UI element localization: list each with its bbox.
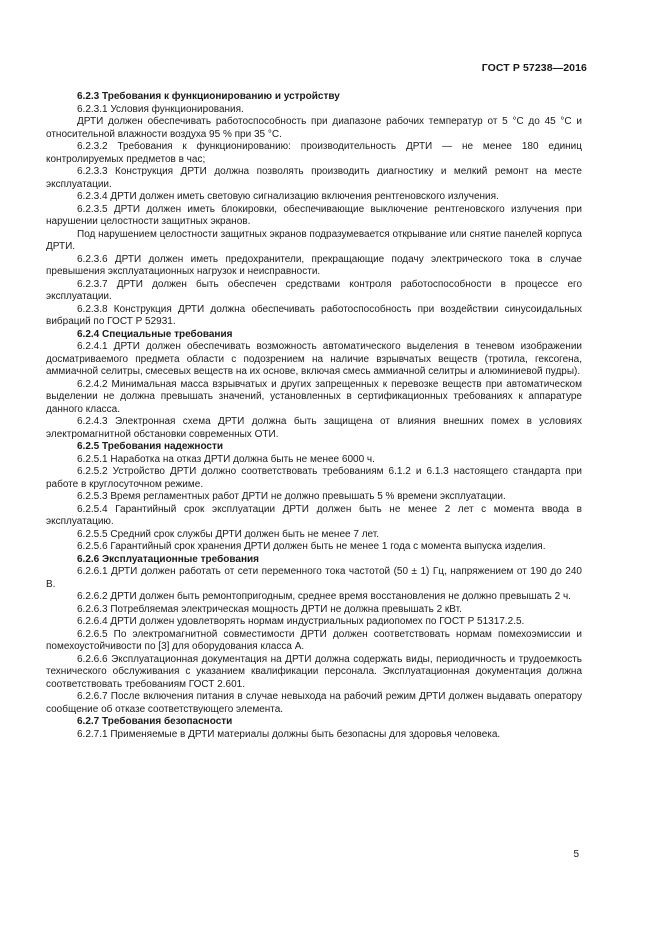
paragraph: 6.2.6.6 Эксплуатационная документация на ДРТИ должна содержать виды, периодичность и трудоемкость технического обслуживания с указанием квалификации персонала. Эксплуатационная документация должна соответствовать требованиям ГОСТ 2.601. [46,653,582,690]
paragraph: ДРТИ должен обеспечивать работоспособность при диапазоне рабочих температур от 5 °С до 45 °С и относительной влажности воздуха 95 % при 35 °С. [46,116,582,140]
paragraph: 6.2.5.1 Наработка на отказ ДРТИ должна быть не менее 6000 ч. [77,453,375,465]
paragraph: 6.2.6.2 ДРТИ должен быть ремонтопригодным, среднее время восстановления не должно превышать 2 ч. [77,591,571,602]
paragraph: 6.2.3.8 Конструкция ДРТИ должна обеспечивать работоспособность при воздействии синусоидальных вибраций по ГОСТ Р 52931. [46,303,582,327]
paragraph: 6.2.5.3 Время регламентных работ ДРТИ не должно превышать 5 % времени эксплуатации. [77,491,506,502]
paragraph: 6.2.5.6 Гарантийный срок хранения ДРТИ должен быть не менее 1 года с момента выпуска изделия. [77,541,546,552]
paragraph: 6.2.5.4 Гарантийный срок эксплуатации ДРТИ должен быть не менее 2 лет с момента ввода в эксплуатацию. [46,503,582,527]
paragraph: 6.2.3.5 ДРТИ должен иметь блокировки, обеспечивающие выключение рентгеновского излучения при нарушении целостности защитных экранов. [46,203,582,227]
paragraph: 6.2.5.5 Средний срок службы ДРТИ должен быть не менее 7 лет. [77,528,380,540]
section-heading: 6.2.4 Специальные требования [77,328,233,340]
paragraph: 6.2.3.2 Требования к функционированию: производительность ДРТИ — не менее 180 единиц контролируемых предметов в час; [46,141,582,165]
section-heading: 6.2.6 Эксплуатационные требования [77,553,259,565]
page-number: 5 [573,849,579,860]
paragraph: 6.2.6.7 После включения питания в случае невыхода на рабочий режим ДРТИ должен выдавать оператору сообщение об отказе соответствующего элемента. [46,691,582,715]
paragraph: 6.2.3.6 ДРТИ должен иметь предохранители, прекращающие подачу электрического тока в случае превышения эксплуатационных нагрузок и неисправности. [46,253,582,277]
paragraph: 6.2.3.1 Условия функционирования. [77,103,244,115]
document-body [46,91,582,741]
paragraph: 6.2.4.1 ДРТИ должен обеспечивать возможность автоматического выделения в теневом изображении досматриваемого предмета области с подозрением на наличие взрывчатых веществ (тротила, гексогена, аммиачной селитры, смесевых веществ на их основе, включая смесь аммиачной селитры и алюминиевой пудры). [46,341,582,377]
paragraph: 6.2.3.4 ДРТИ должен иметь световую сигнализацию включения рентгеновского излучения. [77,191,499,202]
paragraph: 6.2.5.2 Устройство ДРТИ должно соответствовать требованиям 6.1.2 и 6.1.3 настоящего стандарта при работе в круглосуточном режиме. [46,466,582,490]
section-heading: 6.2.7 Требования безопасности [77,716,233,727]
paragraph: 6.2.4.2 Минимальная масса взрывчатых и других запрещенных к перевозке веществ при автоматическом выделении не должна превышать значений, установленных в сертификационных требованиях к аппаратуре данного класса. [46,378,582,415]
paragraph: 6.2.3.3 Конструкция ДРТИ должна позволять производить диагностику и мелкий ремонт на месте эксплуатации. [46,166,582,190]
paragraph: 6.2.6.5 По электромагнитной совместимости ДРТИ должен соответствовать нормам помехоэмиссии и помехоустойчивости по [3] для оборудования класса А. [46,628,582,652]
paragraph: 6.2.3.7 ДРТИ должен быть обеспечен средствами контроля работоспособности в процессе его эксплуатации. [46,278,582,302]
paragraph: 6.2.6.4 ДРТИ должен удовлетворять нормам индустриальных радиопомех по ГОСТ Р 51317.2.5. [77,616,525,627]
paragraph: 6.2.6.1 ДРТИ должен работать от сети переменного тока частотой (50 ± 1) Гц, напряжением от 190 до 240 В. [46,566,582,590]
section-heading: 6.2.5 Требования надежности [77,441,224,452]
paragraph: Под нарушением целостности защитных экранов подразумевается открывание или снятие панелей корпуса ДРТИ. [46,228,582,252]
paragraph: 6.2.7.1 Применяемые в ДРТИ материалы должны быть безопасны для здоровья человека. [77,728,501,740]
section-heading: 6.2.3 Требования к функционированию и устройству [77,91,340,102]
paragraph: 6.2.4.3 Электронная схема ДРТИ должна быть защищена от влияния внешних помех в условиях электромагнитной обстановки современных ОТИ. [46,416,582,440]
standard-designation: ГОСТ Р 57238—2016 [481,62,587,74]
paragraph: 6.2.6.3 Потребляемая электрическая мощность ДРТИ не должна превышать 2 кВт. [77,603,462,615]
